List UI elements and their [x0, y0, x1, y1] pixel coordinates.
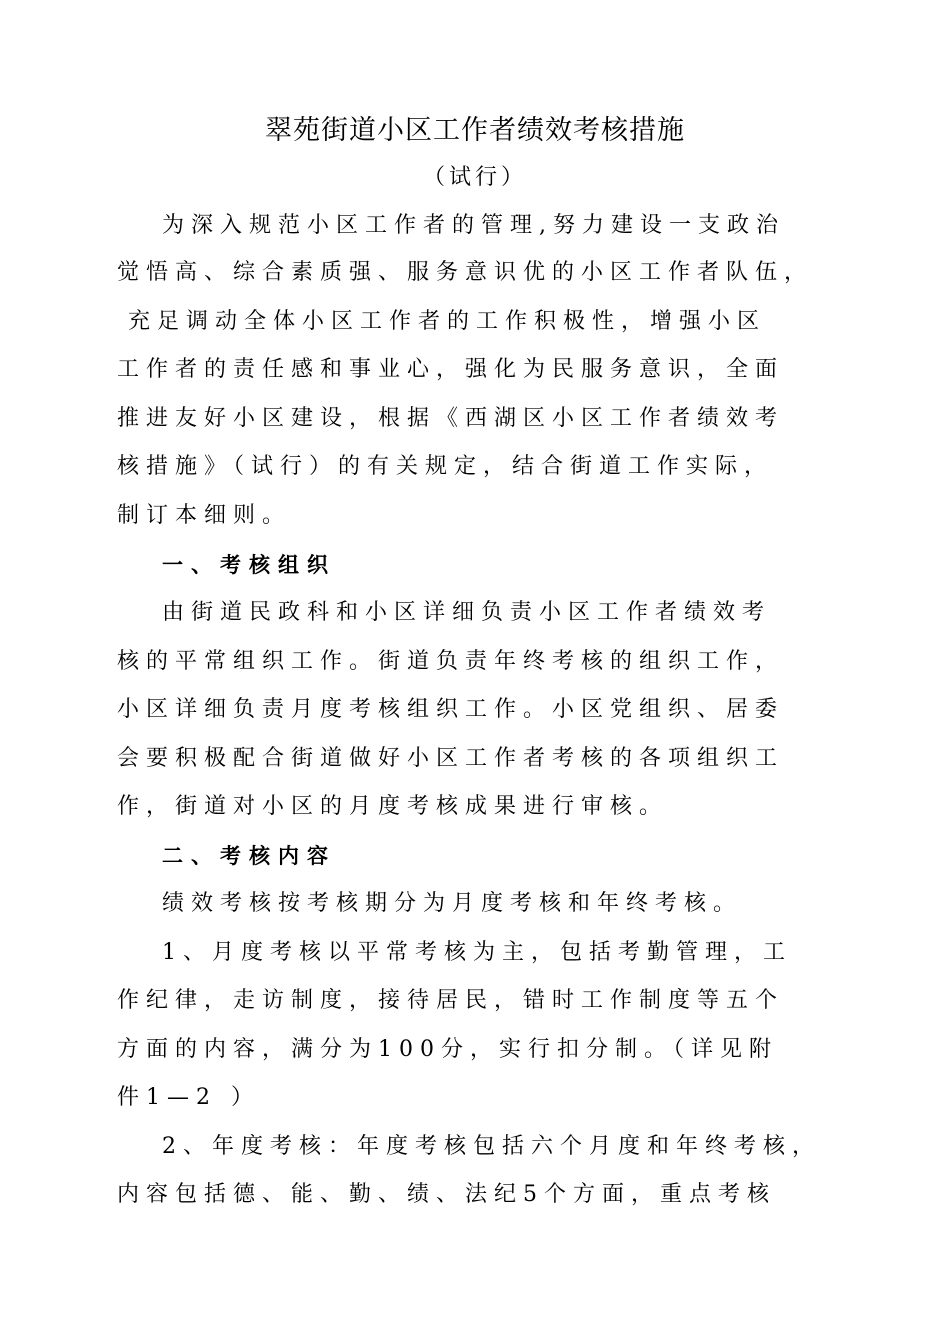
paragraph-line: 2、年度考核：年度考核包括六个月度和年终考核，: [162, 1134, 821, 1159]
section-heading-organization: 一、考核组织: [162, 553, 336, 577]
paragraph-line: 核措施》（试行）的有关规定，结合街道工作实际，: [117, 454, 774, 479]
paragraph-line: 内容包括德、能、勤、绩、法纪5个方面，重点考核: [117, 1182, 776, 1207]
paragraph-line: 充足调动全体小区工作者的工作积极性，增强小区: [128, 309, 767, 334]
paragraph-line: 核的平常组织工作。街道负责年终考核的组织工作，: [117, 649, 785, 674]
paragraph-line: 小区详细负责月度考核组织工作。小区党组织、居委: [117, 697, 785, 722]
paragraph-line: 为深入规范小区工作者的管理,努力建设一支政治: [162, 213, 785, 238]
paragraph-line: 工作者的责任感和事业心，强化为民服务意识，全面: [117, 357, 785, 382]
paragraph-line: 会要积极配合街道做好小区工作者考核的各项组织工: [117, 746, 785, 771]
paragraph-line: 作，街道对小区的月度考核成果进行审核。: [117, 794, 669, 819]
paragraph-line: 1、月度考核以平常考核为主，包括考勤管理，工: [162, 940, 792, 965]
paragraph-line: 制订本细则。: [117, 503, 292, 528]
document-title: 翠苑街道小区工作者绩效考核措施: [265, 115, 685, 146]
paragraph-line: 作纪律，走访制度，接待居民，错时工作制度等五个: [117, 988, 785, 1013]
paragraph-line: 觉悟高、综合素质强、服务意识优的小区工作者队伍，: [117, 260, 814, 285]
paragraph-line: 由街道民政科和小区详细负责小区工作者绩效考: [162, 600, 772, 625]
paragraph-line: 绩效考核按考核期分为月度考核和年终考核。: [162, 891, 743, 916]
paragraph-line: 推进友好小区建设，根据《西湖区小区工作者绩效考: [117, 406, 785, 431]
section-heading-content: 二、考核内容: [162, 844, 336, 868]
paragraph-line: 件1—2 ）: [117, 1085, 260, 1110]
paragraph-line: 方面的内容，满分为100分，实行扣分制。（详见附: [117, 1037, 778, 1062]
document-subtitle: （试行）: [422, 165, 527, 190]
